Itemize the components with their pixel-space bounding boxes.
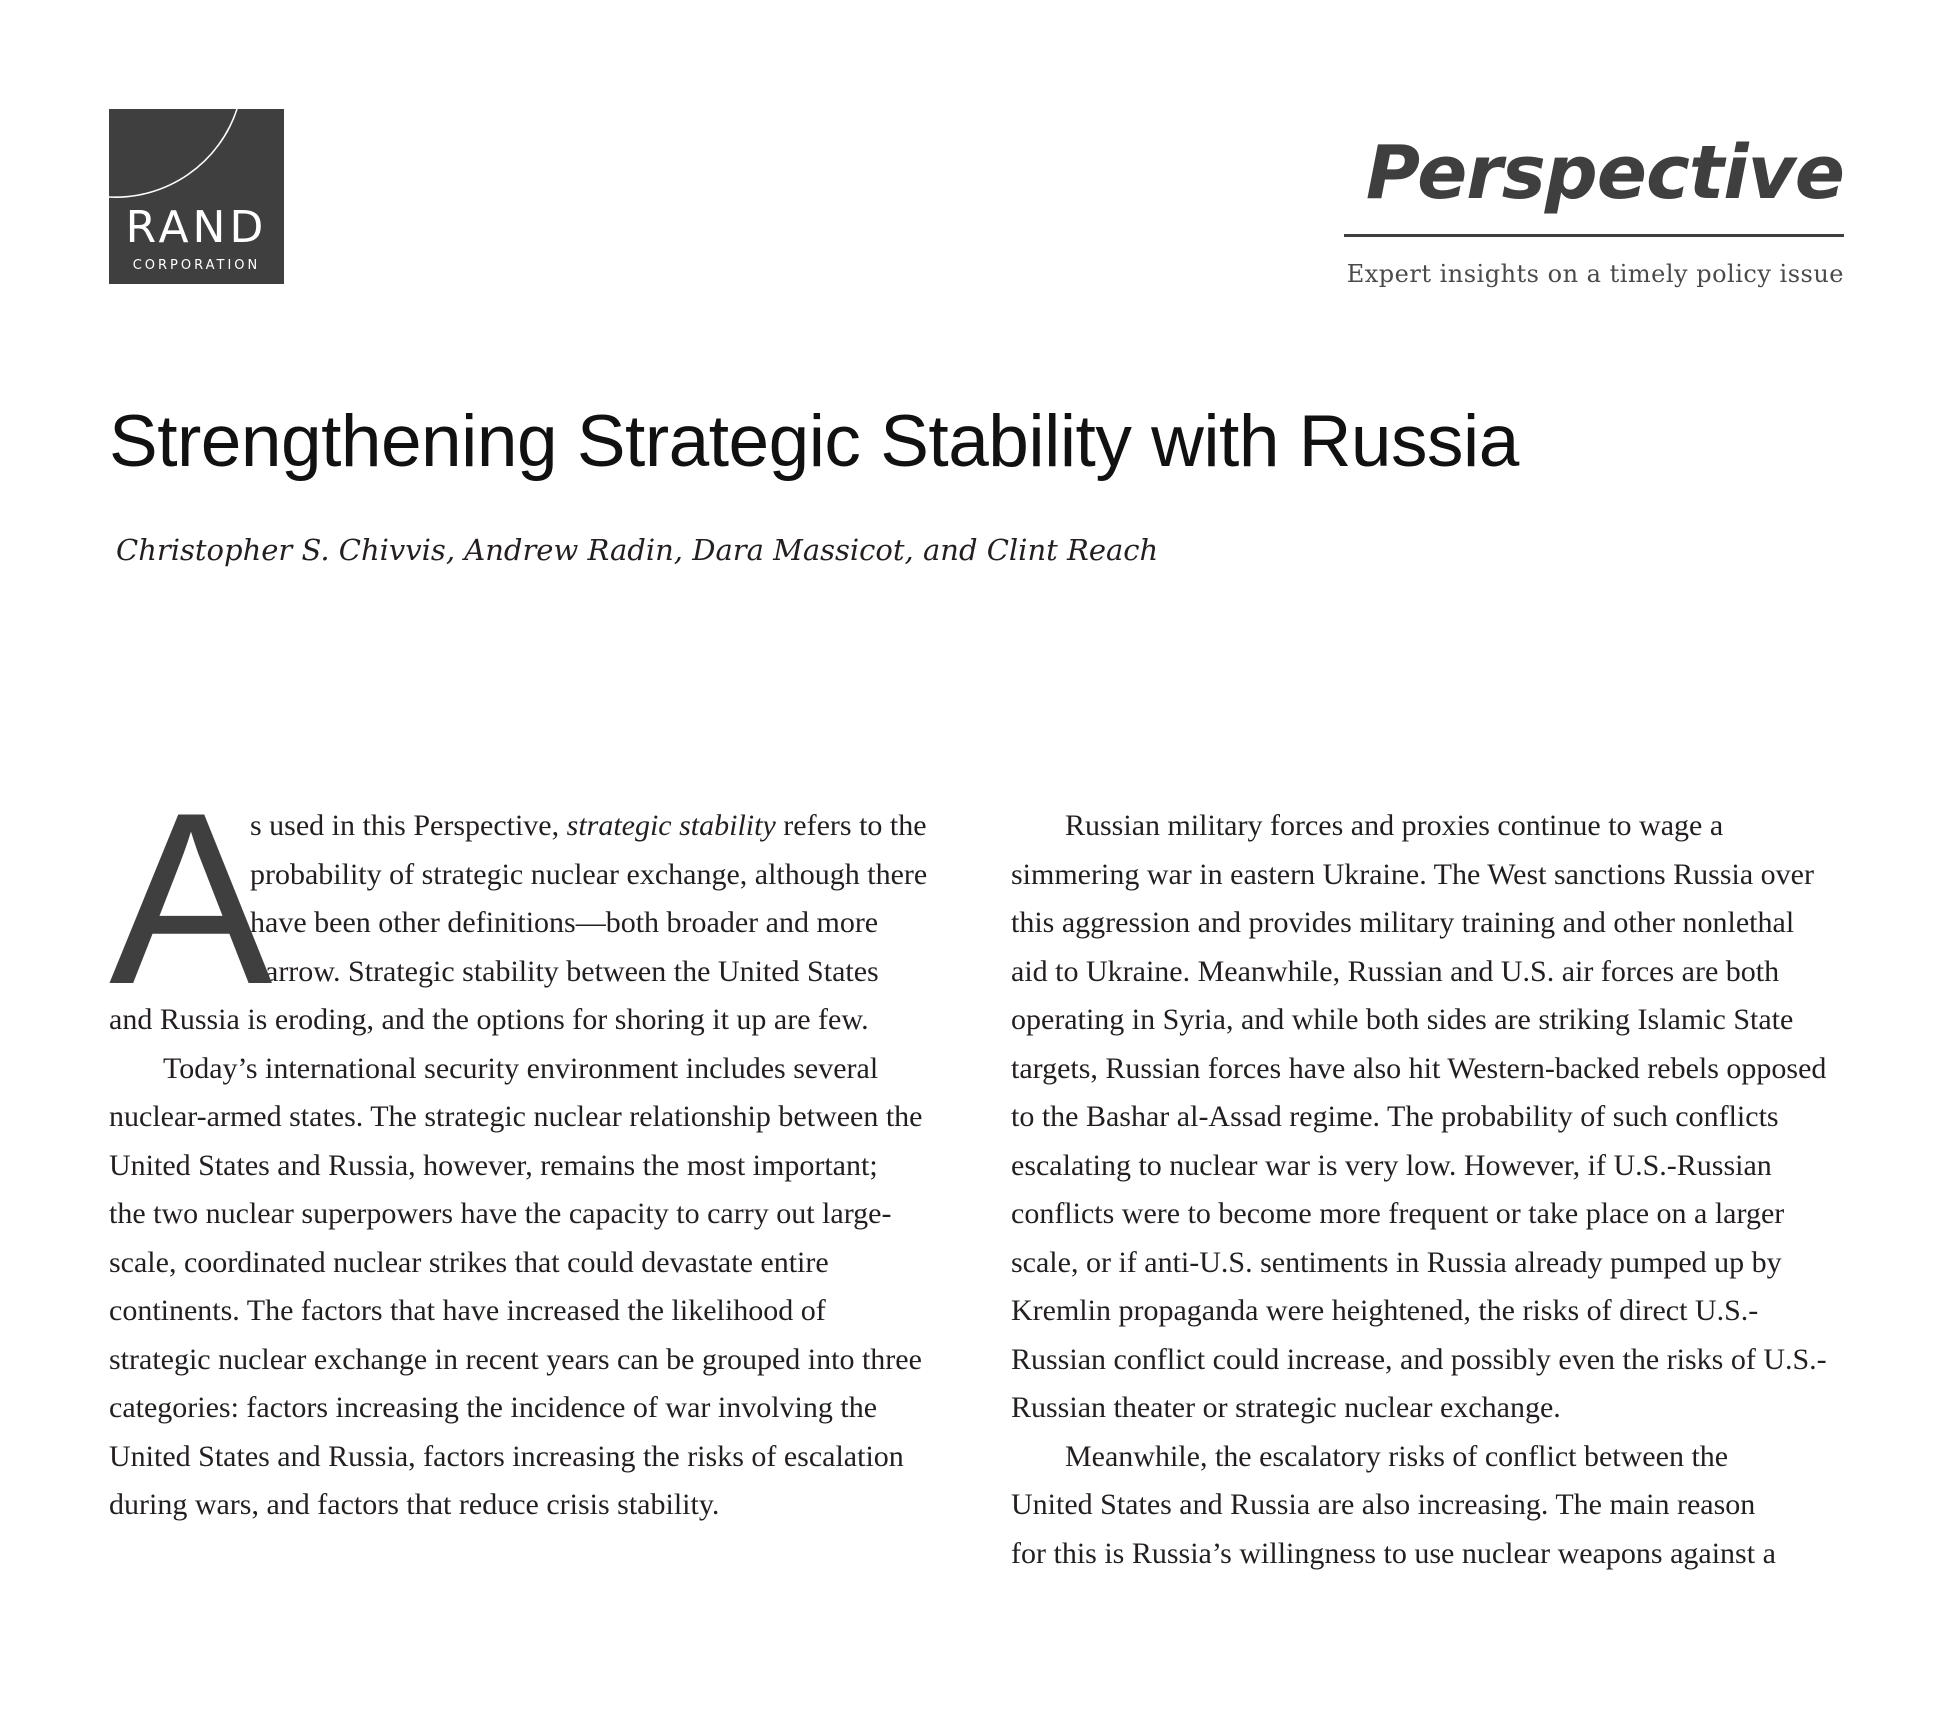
text-line: the two nuclear superpowers have the capacity to carry out large- <box>109 1197 892 1230</box>
text-line: United States and Russia, however, remains the most important; <box>109 1148 878 1182</box>
text-line: Meanwhile, the escalatory risks of conflict between the <box>1065 1439 1729 1473</box>
text-fragment: refers to the <box>775 809 927 842</box>
text-line: escalating to nuclear war is very low. However, if U.S.-Russian <box>1011 1148 1772 1182</box>
right-column <box>1011 802 1851 1578</box>
text-line: for this is Russia’s willingness to use nuclear weapons against a <box>1011 1536 1776 1570</box>
text-line: United States and Russia, factors increasing the risks of escalation <box>109 1439 904 1473</box>
text-line: Russian theater or strategic nuclear exchange. <box>1011 1391 1561 1424</box>
text-line: targets, Russian forces have also hit Western-backed rebels opposed <box>1011 1051 1827 1085</box>
logo-wordmark: RAND <box>125 202 268 253</box>
text-line: scale, coordinated nuclear strikes that could devastate entire <box>109 1245 829 1279</box>
text-line: Today’s international security environment includes several <box>163 1051 879 1085</box>
series-title: Perspective <box>1365 130 1844 216</box>
text-line: strategic nuclear exchange in recent years can be grouped into three <box>109 1342 922 1376</box>
text-line: this aggression and provides military training and other nonlethal <box>1011 906 1795 939</box>
series-subtitle: Expert insights on a timely policy issue <box>1346 260 1844 288</box>
text-line: Russian conflict could increase, and possibly even the risks of U.S.- <box>1011 1342 1827 1376</box>
logo-subwordmark: CORPORATION <box>132 258 261 273</box>
text-line: have been other definitions—both broader and more <box>250 906 879 939</box>
text-line: conflicts were to become more frequent or take place on a larger <box>1011 1197 1785 1230</box>
text-line: categories: factors increasing the incidence of war involving the <box>109 1391 878 1424</box>
text-line: aid to Ukraine. Meanwhile, Russian and U.S. air forces are both <box>1011 954 1780 988</box>
text-fragment: s used in this Perspective, <box>250 809 567 842</box>
text-line: Kremlin propaganda were heightened, the risks of direct U.S.- <box>1011 1294 1759 1327</box>
series-divider <box>1344 234 1844 237</box>
text-line: nuclear-armed states. The strategic nuclear relationship between the <box>109 1100 923 1133</box>
left-column <box>109 761 949 1530</box>
text-line: and Russia is eroding, and the options for shoring it up are few. <box>109 1003 869 1036</box>
text-line: simmering war in eastern Ukraine. The West sanctions Russia over <box>1011 857 1814 891</box>
text-line: United States and Russia are also increasing. The main reason <box>1011 1488 1756 1521</box>
text-line: to the Bashar al-Assad regime. The probability of such conflicts <box>1011 1100 1779 1133</box>
drop-cap: A <box>109 761 273 1035</box>
document-title: Strengthening Strategic Stability with Russia <box>109 401 1519 482</box>
text-line: continents. The factors that have increased the likelihood of <box>109 1294 826 1327</box>
text-line: operating in Syria, and while both sides are striking Islamic State <box>1011 1003 1794 1036</box>
text-line: narrow. Strategic stability between the United States <box>250 954 879 988</box>
rand-logo <box>109 109 284 284</box>
document-authors: Christopher S. Chivvis, Andrew Radin, Dara Massicot, and Clint Reach <box>116 533 1159 567</box>
emphasis-term: strategic stability <box>566 809 776 842</box>
text-line: probability of strategic nuclear exchange, although there <box>250 857 928 891</box>
text-line: Russian military forces and proxies continue to wage a <box>1065 809 1724 842</box>
text-line: during wars, and factors that reduce crisis stability. <box>109 1488 720 1521</box>
text-line: scale, or if anti-U.S. sentiments in Russia already pumped up by <box>1011 1245 1782 1279</box>
